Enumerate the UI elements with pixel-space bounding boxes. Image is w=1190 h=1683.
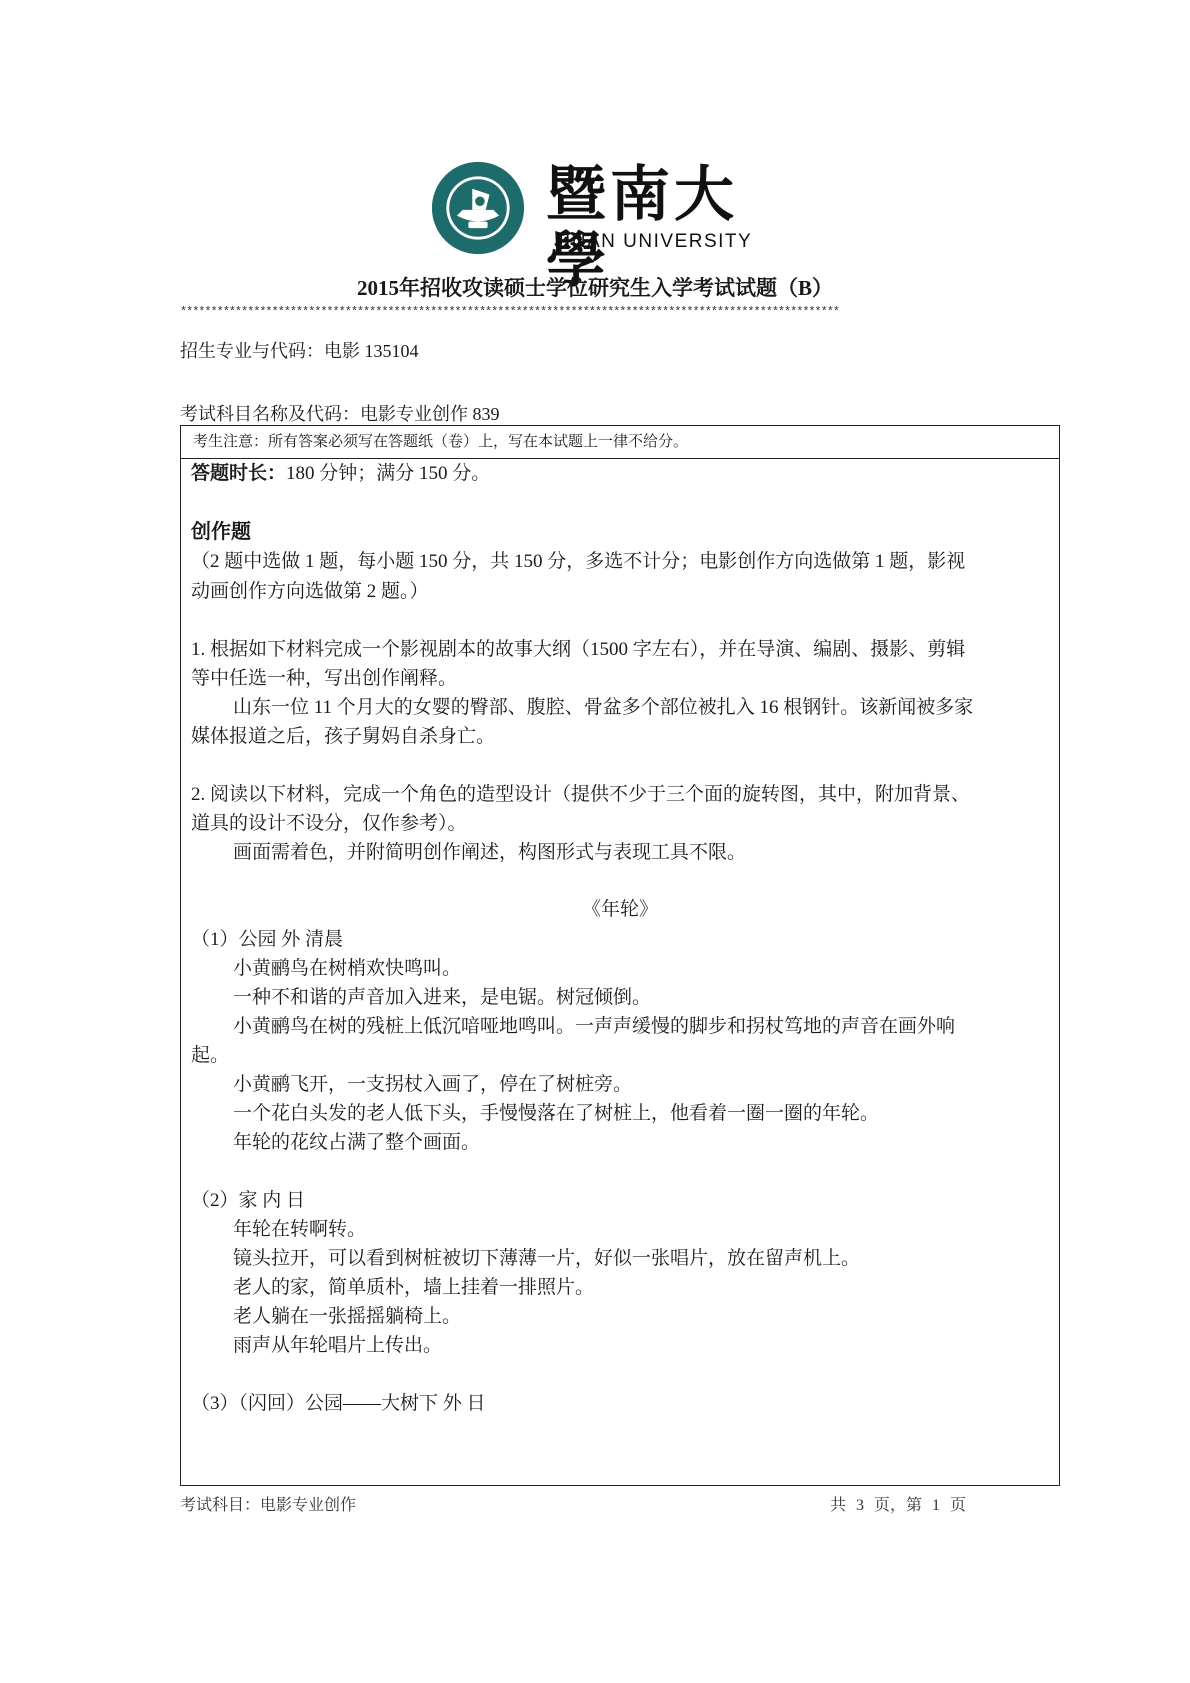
story-title: 《年轮》 [581,899,658,920]
major-code: 招生专业与代码：电影 135104 [180,341,419,361]
scene-line: 老人躺在一张摇摇躺椅上。 [233,1306,462,1327]
footer-subject: 考试科目：电影专业创作 [180,1497,357,1514]
question-1-line: 等中任选一种，写出创作阐释。 [191,668,458,689]
question-1-material: 山东一位 11 个月大的女婴的臀部、腹腔、骨盆多个部位被扎入 16 根钢针。该新闻被多家 [233,697,974,718]
scene-heading: （1）公园 外 清晨 [191,929,344,950]
scene-line: 老人的家，简单质朴，墙上挂着一排照片。 [233,1277,595,1298]
university-name-chinese: 暨南大學 [546,160,738,296]
scene-line: 起。 [191,1045,230,1066]
footer-page-info: 共 3 页，第 1 页 [830,1497,967,1514]
instructions-line: （2 题中选做 1 题，每小题 150 分，共 150 分，多选不计分；电影创作方向选做第 1 题，影视 [191,551,966,572]
university-name-english: JINAN UNIVERSITY [554,231,753,252]
scene-line: 镜头拉开，可以看到树桩被切下薄薄一片，好似一张唱片，放在留声机上。 [233,1248,861,1269]
scene-heading: （3）（闪回）公园——大树下 外 日 [191,1393,486,1414]
question-2-line: 道具的设计不设分，仅作参考）。 [191,813,467,834]
scene-line: 雨声从年轮唱片上传出。 [233,1335,443,1356]
scene-line: 一种不和谐的声音加入进来，是电锯。树冠倾倒。 [233,987,652,1008]
subject-code: 考试科目名称及代码：电影专业创作 839 [180,404,500,424]
university-seal-icon [430,160,526,256]
scene-line: 小黄鹂鸟在树梢欢快鸣叫。 [233,958,462,979]
question-1-material: 媒体报道之后，孩子舅妈自杀身亡。 [191,726,496,747]
scene-line: 年轮的花纹占满了整个画面。 [233,1132,481,1153]
duration-value: 180 分钟；满分 150 分。 [286,463,491,484]
scene-line: 小黄鹂飞开，一支拐杖入画了，停在了树桩旁。 [233,1074,633,1095]
question-1-line: 1. 根据如下材料完成一个影视剧本的故事大纲（1500 字左右），并在导演、编剧、摄影、剪辑 [191,639,966,660]
duration-label: 答题时长： [191,463,287,484]
instructions-line: 动画创作方向选做第 2 题。） [191,581,429,602]
scene-line: 年轮在转啊转。 [233,1219,367,1240]
duration-line [191,462,490,486]
section-title: 创作题 [191,521,251,543]
separator-line: ************************************************************************************************************ [180,305,839,319]
scene-line: 小黄鹂鸟在树的残桩上低沉喑哑地鸣叫。一声声缓慢的脚步和拐杖笃地的声音在画外响 [233,1016,956,1037]
question-2-line: 2. 阅读以下材料，完成一个角色的造型设计（提供不少于三个面的旋转图，其中，附加背景、 [191,784,971,805]
question-box [180,425,1060,1486]
question-2-requirement: 画面需着色，并附简明创作阐述，构图形式与表现工具不限。 [233,842,747,863]
scene-heading: （2）家 内 日 [191,1190,306,1211]
scene-line: 一个花白头发的老人低下头，手慢慢落在了树桩上，他看着一圈一圈的年轮。 [233,1103,880,1124]
exam-title: 2015年招收攻读硕士学位研究生入学考试试题（B） [356,276,833,300]
candidate-notice: 考生注意：所有答案必须写在答题纸（卷）上，写在本试题上一律不给分。 [181,426,1059,459]
